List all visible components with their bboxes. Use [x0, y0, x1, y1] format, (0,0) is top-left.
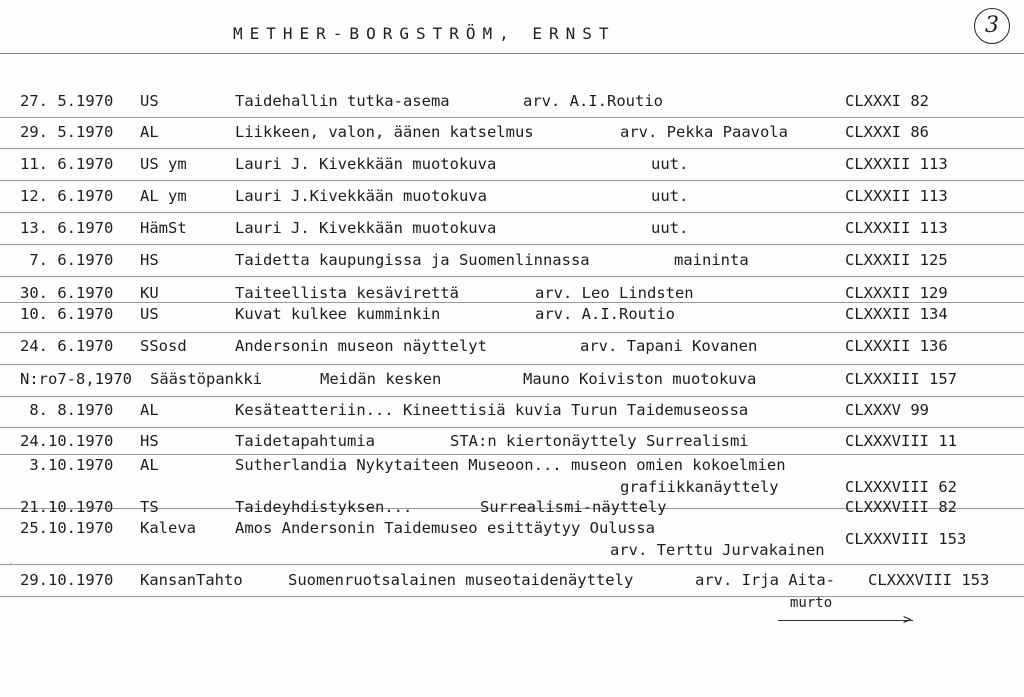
entry-reference: CLXXXV 99: [845, 401, 929, 419]
entry-title: Taidehallin tutka-asema: [235, 92, 450, 110]
row-divider: [0, 596, 1024, 597]
entry-date: 29. 5.1970: [20, 123, 114, 141]
entry-reference: CLXXXII 129: [845, 284, 948, 302]
list-item: [0, 187, 1024, 209]
entry-publication: AL: [140, 123, 159, 141]
entry-note: arv. Leo Lindsten: [535, 284, 694, 302]
list-item: [0, 284, 1024, 306]
entry-title: Amos Andersonin Taidemuseo esittäytyy Oulussa: [235, 519, 655, 537]
entry-publication: TS: [140, 498, 159, 516]
row-divider: [0, 244, 1024, 245]
row-divider: [0, 564, 1024, 565]
entry-title: Suomenruotsalainen museotaidenäyttely: [288, 571, 634, 589]
list-item: [0, 498, 1024, 520]
entry-date: 10. 6.1970: [20, 305, 114, 323]
row-divider: [0, 148, 1024, 149]
entry-date: 24.10.1970: [20, 432, 114, 450]
entry-title: Lauri J.Kivekkään muotokuva: [235, 187, 487, 205]
entry-publication: US: [140, 305, 159, 323]
list-item: [0, 432, 1024, 454]
row-divider: [0, 454, 1024, 455]
entry-reference: CLXXXII 136: [845, 337, 948, 355]
row-divider: [0, 180, 1024, 181]
list-item: [0, 305, 1024, 327]
entry-date: 13. 6.1970: [20, 219, 114, 237]
entry-reference: CLXXXVIII 62: [845, 478, 957, 496]
entry-date: 3.10.1970: [20, 456, 114, 474]
entry-publication: AL: [140, 456, 159, 474]
entry-note: Surrealismi-näyttely: [480, 498, 667, 516]
entry-date: N:ro7-8,1970: [20, 370, 132, 388]
entry-note: grafiikkanäyttely: [620, 478, 779, 496]
page-number-circle: 3: [974, 8, 1010, 44]
entry-title: Taideyhdistyksen...: [235, 498, 413, 516]
entry-note: arv. A.I.Routio: [535, 305, 675, 323]
entry-note: Mauno Koiviston muotokuva: [523, 370, 757, 388]
entry-reference: CLXXXVIII 153: [868, 571, 990, 589]
arrow-line: [778, 620, 913, 621]
entry-reference: CLXXXII 125: [845, 251, 948, 269]
entry-publication: KansanTahto: [140, 571, 243, 589]
margin-mark: ,: [8, 556, 15, 567]
entry-reference: CLXXXII 113: [845, 219, 948, 237]
entry-reference: CLXXXVIII 82: [845, 498, 957, 516]
list-item: [0, 370, 1024, 392]
entry-title: Lauri J. Kivekkään muotokuva: [235, 155, 497, 173]
list-item: [0, 456, 1024, 478]
entry-date: 30. 6.1970: [20, 284, 114, 302]
entry-note: arv. Irja Aita-: [695, 571, 835, 589]
entry-publication: HS: [140, 251, 159, 269]
list-item: [0, 155, 1024, 177]
row-divider: [0, 332, 1024, 333]
entry-note: arv. Tapani Kovanen: [580, 337, 758, 355]
entry-reference: CLXXXII 113: [845, 187, 948, 205]
entry-reference: CLXXXVIII 11: [845, 432, 957, 450]
entry-title: Taidetta kaupungissa ja Suomenlinnassa: [235, 251, 590, 269]
entry-publication: US: [140, 92, 159, 110]
entry-title: Sutherlandia Nykytaiteen Museoon... museon omien kokoelmien: [235, 456, 786, 474]
entry-note-continuation: murto: [790, 595, 833, 611]
entry-title: Taidetapahtumia: [235, 432, 375, 450]
entry-publication: US ym: [140, 155, 187, 173]
entry-reference: CLXXXI 82: [845, 92, 929, 110]
row-divider: [0, 212, 1024, 213]
entry-reference: CLXXXII 113: [845, 155, 948, 173]
row-divider: [0, 364, 1024, 365]
list-item: [0, 219, 1024, 241]
entry-date: 29.10.1970: [20, 571, 114, 589]
list-item: [0, 123, 1024, 145]
entry-date: 27. 5.1970: [20, 92, 114, 110]
entry-note: arv. Pekka Paavola: [620, 123, 788, 141]
entry-date: 8. 8.1970: [20, 401, 114, 419]
list-item: [0, 401, 1024, 423]
row-divider: [0, 427, 1024, 428]
entry-date: 7. 6.1970: [20, 251, 114, 269]
entry-date: 24. 6.1970: [20, 337, 114, 355]
entry-publication: HS: [140, 432, 159, 450]
entry-publication: AL ym: [140, 187, 187, 205]
entry-date: 21.10.1970: [20, 498, 114, 516]
entry-title: Liikkeen, valon, äänen katselmus: [235, 123, 534, 141]
entry-title: Lauri J. Kivekkään muotokuva: [235, 219, 497, 237]
entry-title: Taiteellista kesävirettä: [235, 284, 459, 302]
entry-date: 12. 6.1970: [20, 187, 114, 205]
entry-reference: CLXXXII 134: [845, 305, 948, 323]
entry-reference: CLXXXI 86: [845, 123, 929, 141]
list-item: [0, 251, 1024, 273]
entry-title: Andersonin museon näyttelyt: [235, 337, 487, 355]
entry-publication: Kaleva: [140, 519, 196, 537]
entry-note: maininta: [674, 251, 749, 269]
entry-publication: AL: [140, 401, 159, 419]
row-divider: [0, 396, 1024, 397]
list-item: [0, 571, 1024, 593]
entry-date: 11. 6.1970: [20, 155, 114, 173]
entry-note: uut.: [651, 155, 689, 173]
entry-publication: HämSt: [140, 219, 187, 237]
row-divider: [0, 117, 1024, 118]
entry-note: STA:n kiertonäyttely Surrealismi: [450, 432, 749, 450]
arrow-head-icon: >: [903, 612, 912, 628]
entry-note: arv. Terttu Jurvakainen: [610, 541, 825, 559]
entry-title: Meidän kesken: [320, 370, 442, 388]
entry-publication: SSosd: [140, 337, 187, 355]
artist-name-header: METHER-BORGSTRÖM, ERNST: [233, 24, 616, 43]
entry-title: Kesäteatteriin... Kineettisiä kuvia Turun Taidemuseossa: [235, 401, 749, 419]
row-divider: [0, 276, 1024, 277]
entry-note: uut.: [651, 219, 689, 237]
entry-note: arv. A.I.Routio: [523, 92, 663, 110]
list-item: [0, 92, 1024, 114]
entry-reference: CLXXXIII 157: [845, 370, 957, 388]
entry-title: Kuvat kulkee kumminkin: [235, 305, 441, 323]
header-rule: [0, 53, 1024, 54]
entry-date: 25.10.1970: [20, 519, 114, 537]
entry-reference: CLXXXVIII 153: [845, 530, 967, 548]
list-item: [0, 337, 1024, 359]
entry-publication: KU: [140, 284, 159, 302]
entry-publication: Säästöpankki: [150, 370, 262, 388]
entry-note: uut.: [651, 187, 689, 205]
